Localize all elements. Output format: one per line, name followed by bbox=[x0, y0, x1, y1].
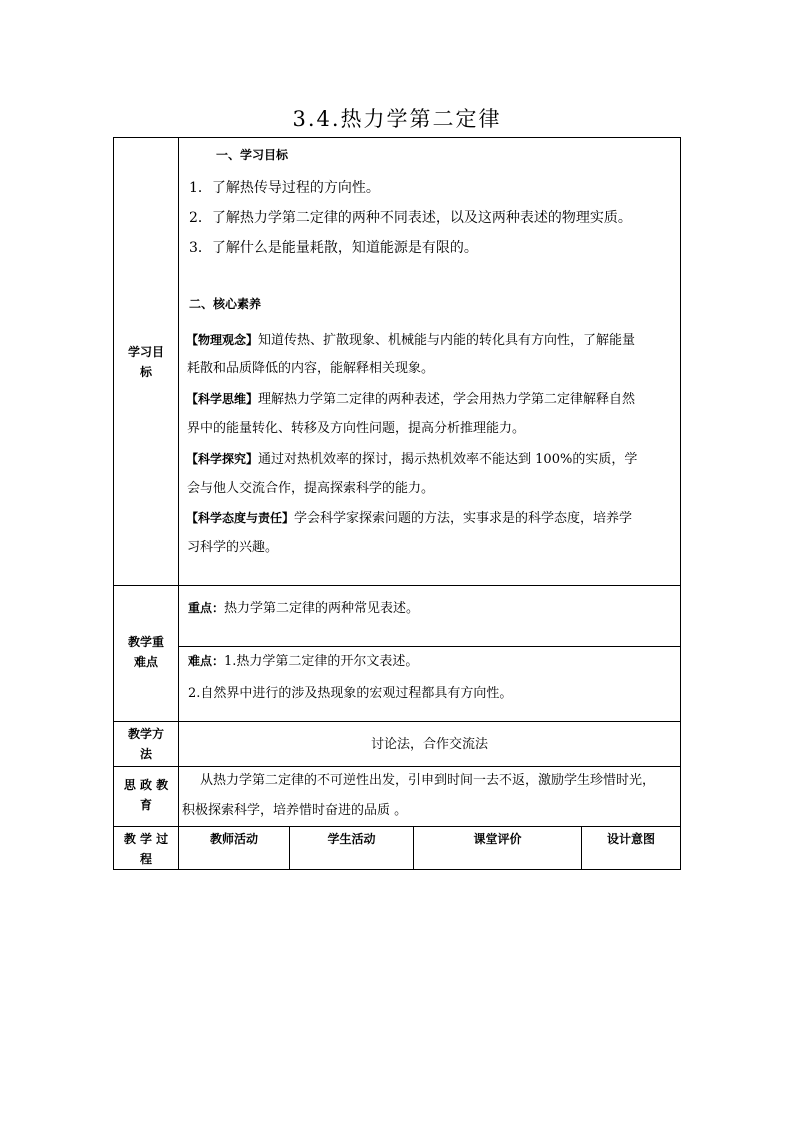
goal-item: 1．了解热传导过程的方向性。 bbox=[189, 180, 380, 196]
goal-item: 2．了解热力学第二定律的两种不同表述，以及这两种表述的物理实质。 bbox=[189, 210, 632, 226]
difficulty-text: 难点：1.热力学第二定律的开尔文表述。 bbox=[188, 654, 419, 669]
ideology-text: 从热力学第二定律的不可逆性出发，引申到时间一去不返，激励学生珍惜时光， bbox=[200, 773, 656, 788]
difficulty-text: 2.自然界中进行的涉及热现象的宏观过程都具有方向性。 bbox=[188, 686, 513, 701]
objectives-row-label: 学习目 标 bbox=[127, 345, 164, 379]
goal-item: 3．了解什么是能量耗散，知道能源是有限的。 bbox=[189, 240, 478, 256]
column-header: 课堂评价 bbox=[473, 832, 522, 846]
method-text: 讨论法，合作交流法 bbox=[370, 737, 488, 752]
process-row-label: 教 学 过 程 bbox=[123, 832, 169, 866]
ideology-text: 积极探索科学，培养惜时奋进的品质 。 bbox=[182, 803, 408, 818]
column-header: 教师活动 bbox=[209, 832, 258, 846]
key-points-row-label: 教学重 难点 bbox=[127, 635, 164, 669]
method-row-label: 教学方 法 bbox=[127, 727, 164, 761]
column-header: 学生活动 bbox=[327, 832, 376, 846]
literacy-heading: 二、核心素养 bbox=[189, 297, 262, 311]
column-header: 设计意图 bbox=[606, 832, 655, 846]
focus-text: 重点：热力学第二定律的两种常见表述。 bbox=[188, 601, 420, 616]
ideology-row-label: 思 政 教 育 bbox=[123, 778, 169, 812]
page-title: 3.4.热力学第二定律 bbox=[292, 107, 502, 131]
objectives-heading: 一、学习目标 bbox=[216, 148, 289, 162]
